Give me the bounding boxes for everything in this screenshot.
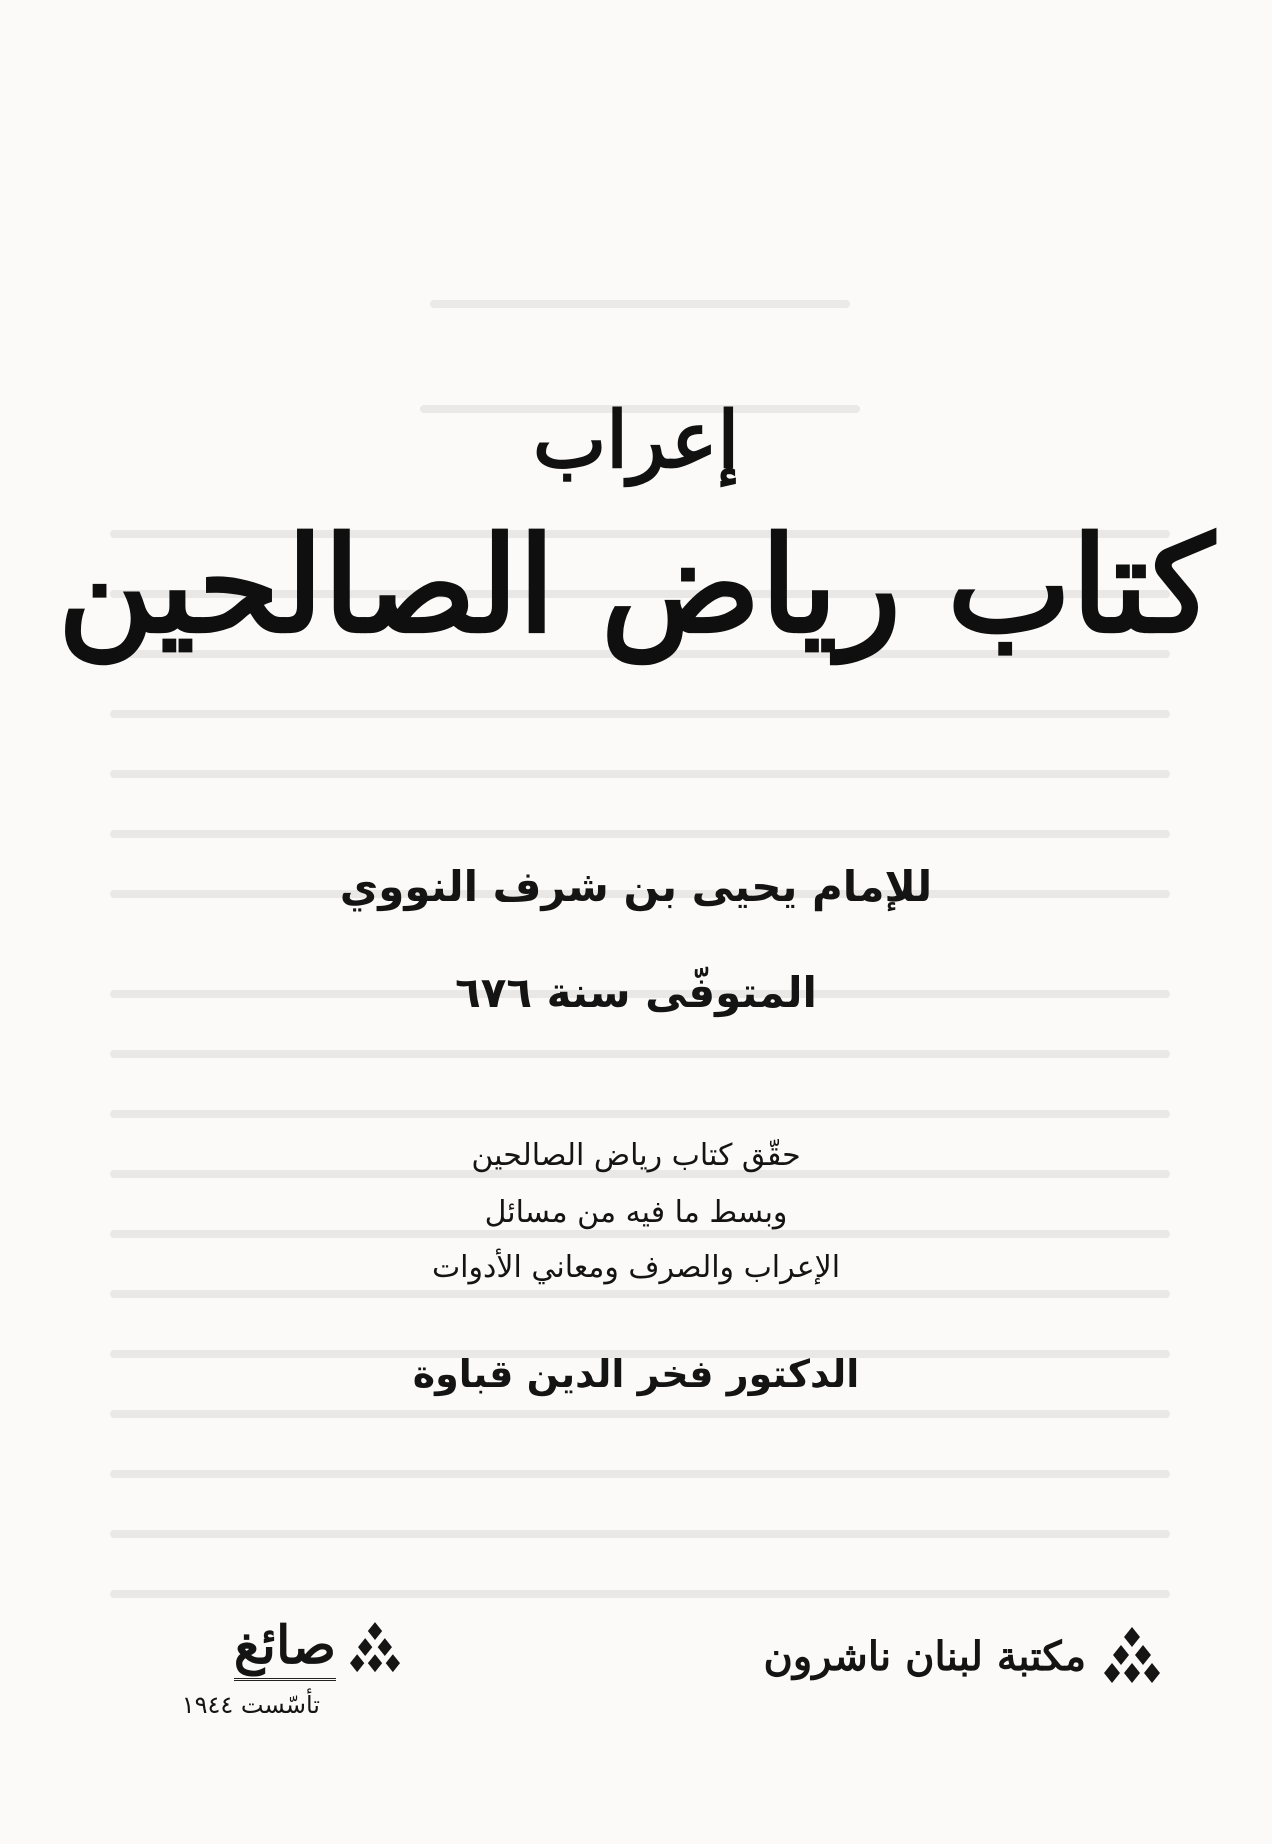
editor-name: الدكتور فخر الدين قباوة [412, 1352, 860, 1396]
publisher-name: صائغ [234, 1615, 336, 1681]
publisher-name: مكتبة لبنان ناشرون [763, 1632, 1086, 1680]
publisher-librairie-du-liban [700, 1625, 1160, 1687]
description-line: وبسط ما فيه من مسائل [484, 1195, 788, 1230]
death-year-line: المتوفّى سنة ٦٧٦ [455, 968, 817, 1017]
publisher-sayegh [100, 1615, 400, 1719]
description-line: حقّق كتاب رياض الصالحين [471, 1138, 801, 1173]
pre-title: إعراب [532, 395, 740, 486]
book-title: كتاب رياض الصالحين [57, 508, 1215, 663]
founded-year: تأسّست ١٩٤٤ [181, 1691, 320, 1719]
description-line: الإعراب والصرف ومعاني الأدوات [431, 1250, 841, 1285]
stacked-pyramid-logo-icon [350, 1620, 400, 1676]
author-line: للإمام يحيى بن شرف النووي [339, 862, 933, 911]
stacked-pyramid-logo-icon [1104, 1625, 1160, 1687]
